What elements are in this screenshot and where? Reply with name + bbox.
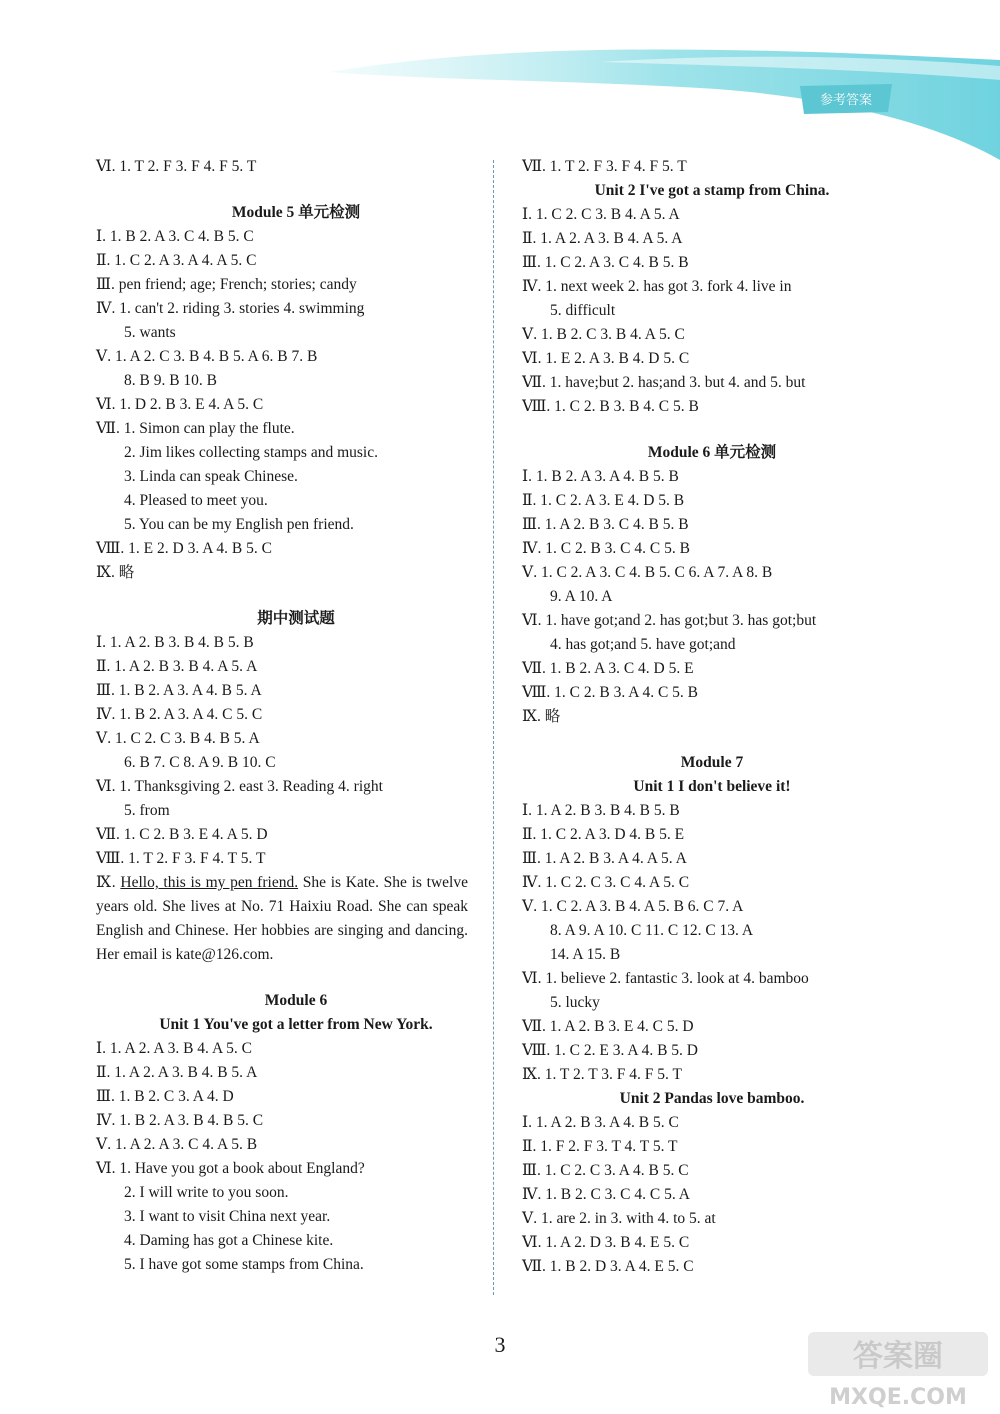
section-gap (96, 585, 496, 607)
header-banner (0, 0, 1000, 160)
answer-line: Ⅸ. 略 (522, 708, 561, 725)
answer-line: Ⅵ. 1. E 2. A 3. B 4. D 5. C (522, 350, 690, 367)
answer-paragraph (96, 871, 468, 967)
answer-line: Ⅶ. 1. have;but 2. has;and 3. but 4. and 5. but (522, 374, 806, 391)
section-heading: Module 7 (680, 754, 744, 771)
answer-line: 5. from (124, 802, 170, 819)
answer-line: Ⅵ. 1. D 2. B 3. E 4. A 5. C (96, 396, 264, 413)
section-gap (96, 967, 496, 989)
answer-line: Ⅸ. 略 (96, 564, 135, 581)
answer-line: Ⅲ. 1. C 2. C 3. A 4. B 5. C (522, 1162, 689, 1179)
answer-line: Ⅱ. 1. A 2. A 3. B 4. A 5. A (522, 230, 683, 247)
answer-line: 5. You can be my English pen friend. (124, 516, 354, 533)
answer-line: 9. A 10. A (550, 588, 613, 605)
answer-line: Ⅶ. 1. B 2. D 3. A 4. E 5. C (522, 1258, 694, 1275)
right-column (522, 155, 902, 1279)
answer-line: Ⅶ. 1. A 2. B 3. E 4. C 5. D (522, 1018, 694, 1035)
answer-line: Ⅷ. 1. C 2. B 3. B 4. C 5. B (522, 398, 699, 415)
answer-line: 2. I will write to you soon. (124, 1184, 289, 1201)
section-gap (96, 179, 496, 201)
watermark-logo (800, 1318, 1000, 1414)
answer-line: Ⅵ. 1. T 2. F 3. F 4. F 5. T (96, 158, 257, 175)
answer-line: Ⅳ. 1. B 2. C 3. C 4. C 5. A (522, 1186, 690, 1203)
answer-line: Ⅱ. 1. A 2. A 3. B 4. B 5. A (96, 1064, 258, 1081)
answer-line: Ⅲ. pen friend; age; French; stories; candy (96, 276, 357, 293)
answer-line: Ⅷ. 1. T 2. F 3. F 4. T 5. T (96, 850, 266, 867)
answer-line: Ⅷ. 1. C 2. E 3. A 4. B 5. D (522, 1042, 698, 1059)
badge-text: 参考答案 (819, 93, 873, 108)
answer-line: Ⅱ. 1. C 2. A 3. A 4. A 5. C (96, 252, 257, 269)
answer-line: Ⅳ. 1. next week 2. has got 3. fork 4. live in (522, 278, 792, 295)
section-heading: Unit 2 Pandas love bamboo. (619, 1090, 805, 1107)
answer-line: Ⅱ. 1. C 2. A 3. E 4. D 5. B (522, 492, 685, 509)
answer-line: Ⅵ. 1. Thanksgiving 2. east 3. Reading 4. right (96, 778, 383, 795)
answer-line: Ⅳ. 1. B 2. A 3. B 4. B 5. C (96, 1112, 264, 1129)
answer-line: Ⅰ. 1. B 2. A 3. C 4. B 5. C (96, 228, 254, 245)
answer-line: Ⅵ. 1. believe 2. fantastic 3. look at 4. bamboo (522, 970, 809, 987)
answer-line: Ⅶ. 1. C 2. B 3. E 4. A 5. D (96, 826, 268, 843)
answer-line: Ⅲ. 1. B 2. A 3. A 4. B 5. A (96, 682, 262, 699)
answer-line: 4. has got;and 5. have got;and (550, 636, 736, 653)
left-column (96, 155, 496, 1277)
page-number: 3 (494, 1332, 506, 1357)
answer-badge (800, 84, 892, 114)
watermark-text: MXQE.COM (829, 1385, 967, 1410)
section-heading: Unit 1 You've got a letter from New York. (159, 1016, 433, 1033)
answer-line: Ⅰ. 1. A 2. B 3. B 4. B 5. B (522, 802, 680, 819)
section-heading: Module 6 (264, 992, 328, 1009)
answer-line: 3. Linda can speak Chinese. (124, 468, 298, 485)
answer-line: Ⅱ. 1. C 2. A 3. D 4. B 5. E (522, 826, 685, 843)
answer-line: Ⅴ. 1. C 2. A 3. B 4. A 5. B 6. C 7. A (522, 898, 744, 915)
answer-line: Ⅶ. 1. T 2. F 3. F 4. F 5. T (522, 158, 687, 175)
answer-line: Ⅶ. 1. Simon can play the flute. (96, 420, 295, 437)
answer-line: Ⅲ. 1. B 2. C 3. A 4. D (96, 1088, 234, 1105)
answer-line: Ⅳ. 1. B 2. A 3. A 4. C 5. C (96, 706, 263, 723)
answer-line: Ⅳ. 1. C 2. C 3. C 4. A 5. C (522, 874, 690, 891)
answer-line: Ⅴ. 1. A 2. A 3. C 4. A 5. B (96, 1136, 258, 1153)
answer-line: Ⅲ. 1. A 2. B 3. A 4. A 5. A (522, 850, 687, 867)
answer-line: 5. lucky (550, 994, 600, 1011)
answer-line: Ⅵ. 1. Have you got a book about England? (96, 1160, 365, 1177)
answer-line: 5. wants (124, 324, 176, 341)
answer-line: 4. Pleased to meet you. (124, 492, 268, 509)
answer-line: Ⅸ. 1. T 2. T 3. F 4. F 5. T (522, 1066, 682, 1083)
answer-line: Ⅰ. 1. A 2. B 3. A 4. B 5. C (522, 1114, 679, 1131)
paragraph-body: She is Kate. She is twelve years old. She lives at No. 71 Haixiu Road. She can speak English and Chinese. Her hobbies are singing and dancing. Her email is kate@126.com. (96, 874, 468, 963)
answer-line: 6. B 7. C 8. A 9. B 10. C (124, 754, 276, 771)
answer-line: 8. A 9. A 10. C 11. C 12. C 13. A (550, 922, 754, 939)
answer-line: Ⅱ. 1. F 2. F 3. T 4. T 5. T (522, 1138, 678, 1155)
answer-line: Ⅲ. 1. A 2. B 3. C 4. B 5. B (522, 516, 689, 533)
section-heading: Unit 2 I've got a stamp from China. (594, 182, 830, 199)
answer-line: Ⅵ. 1. A 2. D 3. B 4. E 5. C (522, 1234, 690, 1251)
answer-line: Ⅷ. 1. E 2. D 3. A 4. B 5. C (96, 540, 272, 557)
answer-line: 4. Daming has got a Chinese kite. (124, 1232, 334, 1249)
answer-line: 14. A 15. B (550, 946, 621, 963)
answer-line: Ⅵ. 1. have got;and 2. has got;but 3. has got;but (522, 612, 817, 629)
answer-line: Ⅴ. 1. B 2. C 3. B 4. A 5. C (522, 326, 685, 343)
section-heading: 期中测试题 (257, 610, 335, 627)
answer-line: Ⅰ. 1. A 2. A 3. B 4. A 5. C (96, 1040, 252, 1057)
answer-line: Ⅴ. 1. C 2. A 3. C 4. B 5. C 6. A 7. A 8. B (522, 564, 773, 581)
section-gap (522, 419, 902, 441)
answer-line: 3. I want to visit China next year. (124, 1208, 331, 1225)
answer-line: Ⅰ. 1. C 2. C 3. B 4. A 5. A (522, 206, 680, 223)
section-gap (522, 729, 902, 751)
answer-line: 5. I have got some stamps from China. (124, 1256, 364, 1273)
paragraph-underlined: Hello, this is my pen friend. (120, 874, 299, 891)
answer-line: Ⅴ. 1. A 2. C 3. B 4. B 5. A 6. B 7. B (96, 348, 318, 365)
answer-line: Ⅱ. 1. A 2. B 3. B 4. A 5. A (96, 658, 258, 675)
answer-line: 2. Jim likes collecting stamps and music. (124, 444, 378, 461)
answer-line: 8. B 9. B 10. B (124, 372, 218, 389)
svg-text:答案圈: 答案圈 (853, 1339, 943, 1374)
answer-line: Ⅲ. 1. C 2. A 3. C 4. B 5. B (522, 254, 689, 271)
answer-line: Ⅳ. 1. C 2. B 3. C 4. C 5. B (522, 540, 690, 557)
answer-line: 5. difficult (550, 302, 616, 319)
answer-line: Ⅰ. 1. A 2. B 3. B 4. B 5. B (96, 634, 254, 651)
section-heading: Module 6 单元检测 (647, 444, 777, 461)
answer-line: Ⅳ. 1. can't 2. riding 3. stories 4. swimming (96, 300, 365, 317)
answer-line: Ⅰ. 1. B 2. A 3. A 4. B 5. B (522, 468, 679, 485)
section-heading: Module 5 单元检测 (231, 204, 361, 221)
paragraph-prefix: Ⅸ. (96, 874, 121, 891)
answer-line: Ⅷ. 1. C 2. B 3. A 4. C 5. B (522, 684, 699, 701)
answer-line: Ⅴ. 1. C 2. C 3. B 4. B 5. A (96, 730, 260, 747)
answer-line: Ⅶ. 1. B 2. A 3. C 4. D 5. E (522, 660, 694, 677)
section-heading: Unit 1 I don't believe it! (633, 778, 791, 795)
answer-line: Ⅴ. 1. are 2. in 3. with 4. to 5. at (522, 1210, 716, 1227)
